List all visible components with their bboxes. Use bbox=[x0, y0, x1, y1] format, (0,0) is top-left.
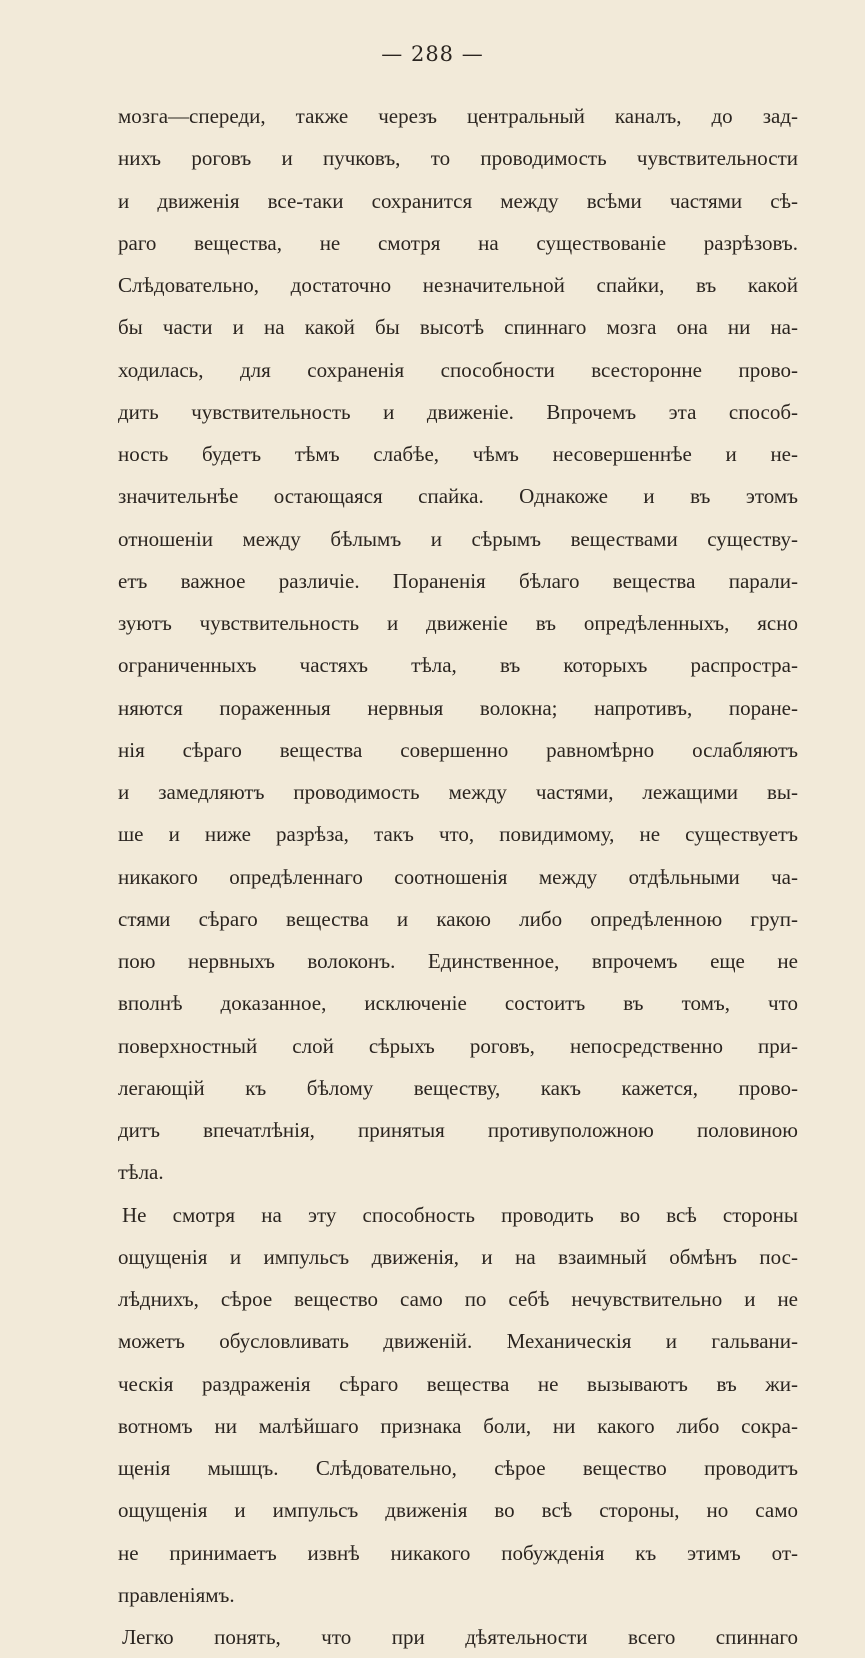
text-line: нія сѣраго вещества совершенно равномѣрно ослабляютъ bbox=[118, 737, 798, 762]
text-line: легающій къ бѣлому веществу, какъ кажется, прово- bbox=[118, 1075, 798, 1100]
text-line: поверхностный слой сѣрыхъ роговъ, непосредственно при- bbox=[118, 1033, 798, 1058]
text-line: бы части и на какой бы высотѣ спиннаго мозга она ни на- bbox=[118, 315, 798, 340]
text-line: пою нервныхъ волоконъ. Единственное, впрочемъ еще не bbox=[118, 949, 798, 973]
text-line: правленіямъ. bbox=[118, 1582, 235, 1607]
text-line: ческія раздраженія сѣраго вещества не вызываютъ въ жи- bbox=[118, 1371, 798, 1396]
text-line: мозга—спереди, также черезъ центральный каналъ, до зад- bbox=[118, 104, 798, 128]
text-line: щенія мышцъ. Слѣдовательно, сѣрое вещество проводитъ bbox=[118, 1456, 798, 1480]
text-line: ощущенія и импульсъ движенія, и на взаимный обмѣнъ пос- bbox=[118, 1244, 798, 1269]
text-line: никакого опредѣленнаго соотношенія между отдѣльными ча- bbox=[118, 864, 798, 889]
text-line: дить чувствительность и движеніе. Впрочемъ эта способ- bbox=[118, 399, 798, 424]
text-line: не принимаетъ извнѣ никакого побужденія къ этимъ от- bbox=[118, 1540, 798, 1565]
text-line: ходилась, для сохраненія способности всесторонне прово- bbox=[118, 357, 798, 382]
text-line: вполнѣ доказанное, исключеніе состоитъ въ томъ, что bbox=[118, 991, 798, 1016]
text-line: нихъ роговъ и пучковъ, то проводимость чувствительности bbox=[118, 146, 798, 171]
text-line: тѣла. bbox=[118, 1160, 164, 1185]
text-line: етъ важное различіе. Пораненія бѣлаго вещества парали- bbox=[118, 568, 798, 593]
text-line: Не смотря на эту способность проводить во всѣ стороны bbox=[122, 1202, 798, 1227]
text-line: значительнѣе остающаяся спайка. Однакоже и въ этомъ bbox=[118, 484, 798, 509]
text-line: можетъ обусловливать движеній. Механическія и гальвани- bbox=[118, 1329, 798, 1354]
text-line: лѣднихъ, сѣрое вещество само по себѣ нечувствительно и не bbox=[118, 1287, 798, 1311]
text-line: и замедляютъ проводимость между частями, лежащими вы- bbox=[118, 780, 798, 804]
text-line: раго вещества, не смотря на существованіе разрѣзовъ. bbox=[118, 230, 798, 255]
text-line: вотномъ ни малѣйшаго признака боли, ни какого либо сокра- bbox=[118, 1413, 798, 1438]
text-line: няются пораженныя нервныя волокна; напротивъ, поране- bbox=[118, 695, 798, 720]
text-line: ше и ниже разрѣза, такъ что, повидимому, не существуетъ bbox=[118, 822, 798, 847]
text-line: ощущенія и импульсъ движенія во всѣ стороны, но само bbox=[118, 1498, 798, 1523]
text-line: отношеніи между бѣлымъ и сѣрымъ веществами существу- bbox=[118, 526, 798, 551]
text-line: Легко понять, что при дѣятельности всего спиннаго bbox=[122, 1625, 798, 1649]
text-line: стями сѣраго вещества и какою либо опредѣленною груп- bbox=[118, 906, 798, 931]
text-line: Слѣдовательно, достаточно незначительной спайки, въ какой bbox=[118, 273, 798, 297]
page-number: — 288 — bbox=[381, 42, 484, 66]
body-text bbox=[118, 95, 798, 1658]
text-line: зуютъ чувствительность и движеніе въ опредѣленныхъ, ясно bbox=[118, 611, 798, 635]
text-line: и движенія все-таки сохранится между всѣми частями сѣ- bbox=[118, 188, 798, 213]
text-line: ограниченныхъ частяхъ тѣла, въ которыхъ распростра- bbox=[118, 653, 798, 678]
text-line: дитъ впечатлѣнія, принятыя противуположною половиною bbox=[118, 1118, 798, 1142]
text-line: ность будетъ тѣмъ слабѣе, чѣмъ несовершеннѣе и не- bbox=[118, 442, 798, 466]
